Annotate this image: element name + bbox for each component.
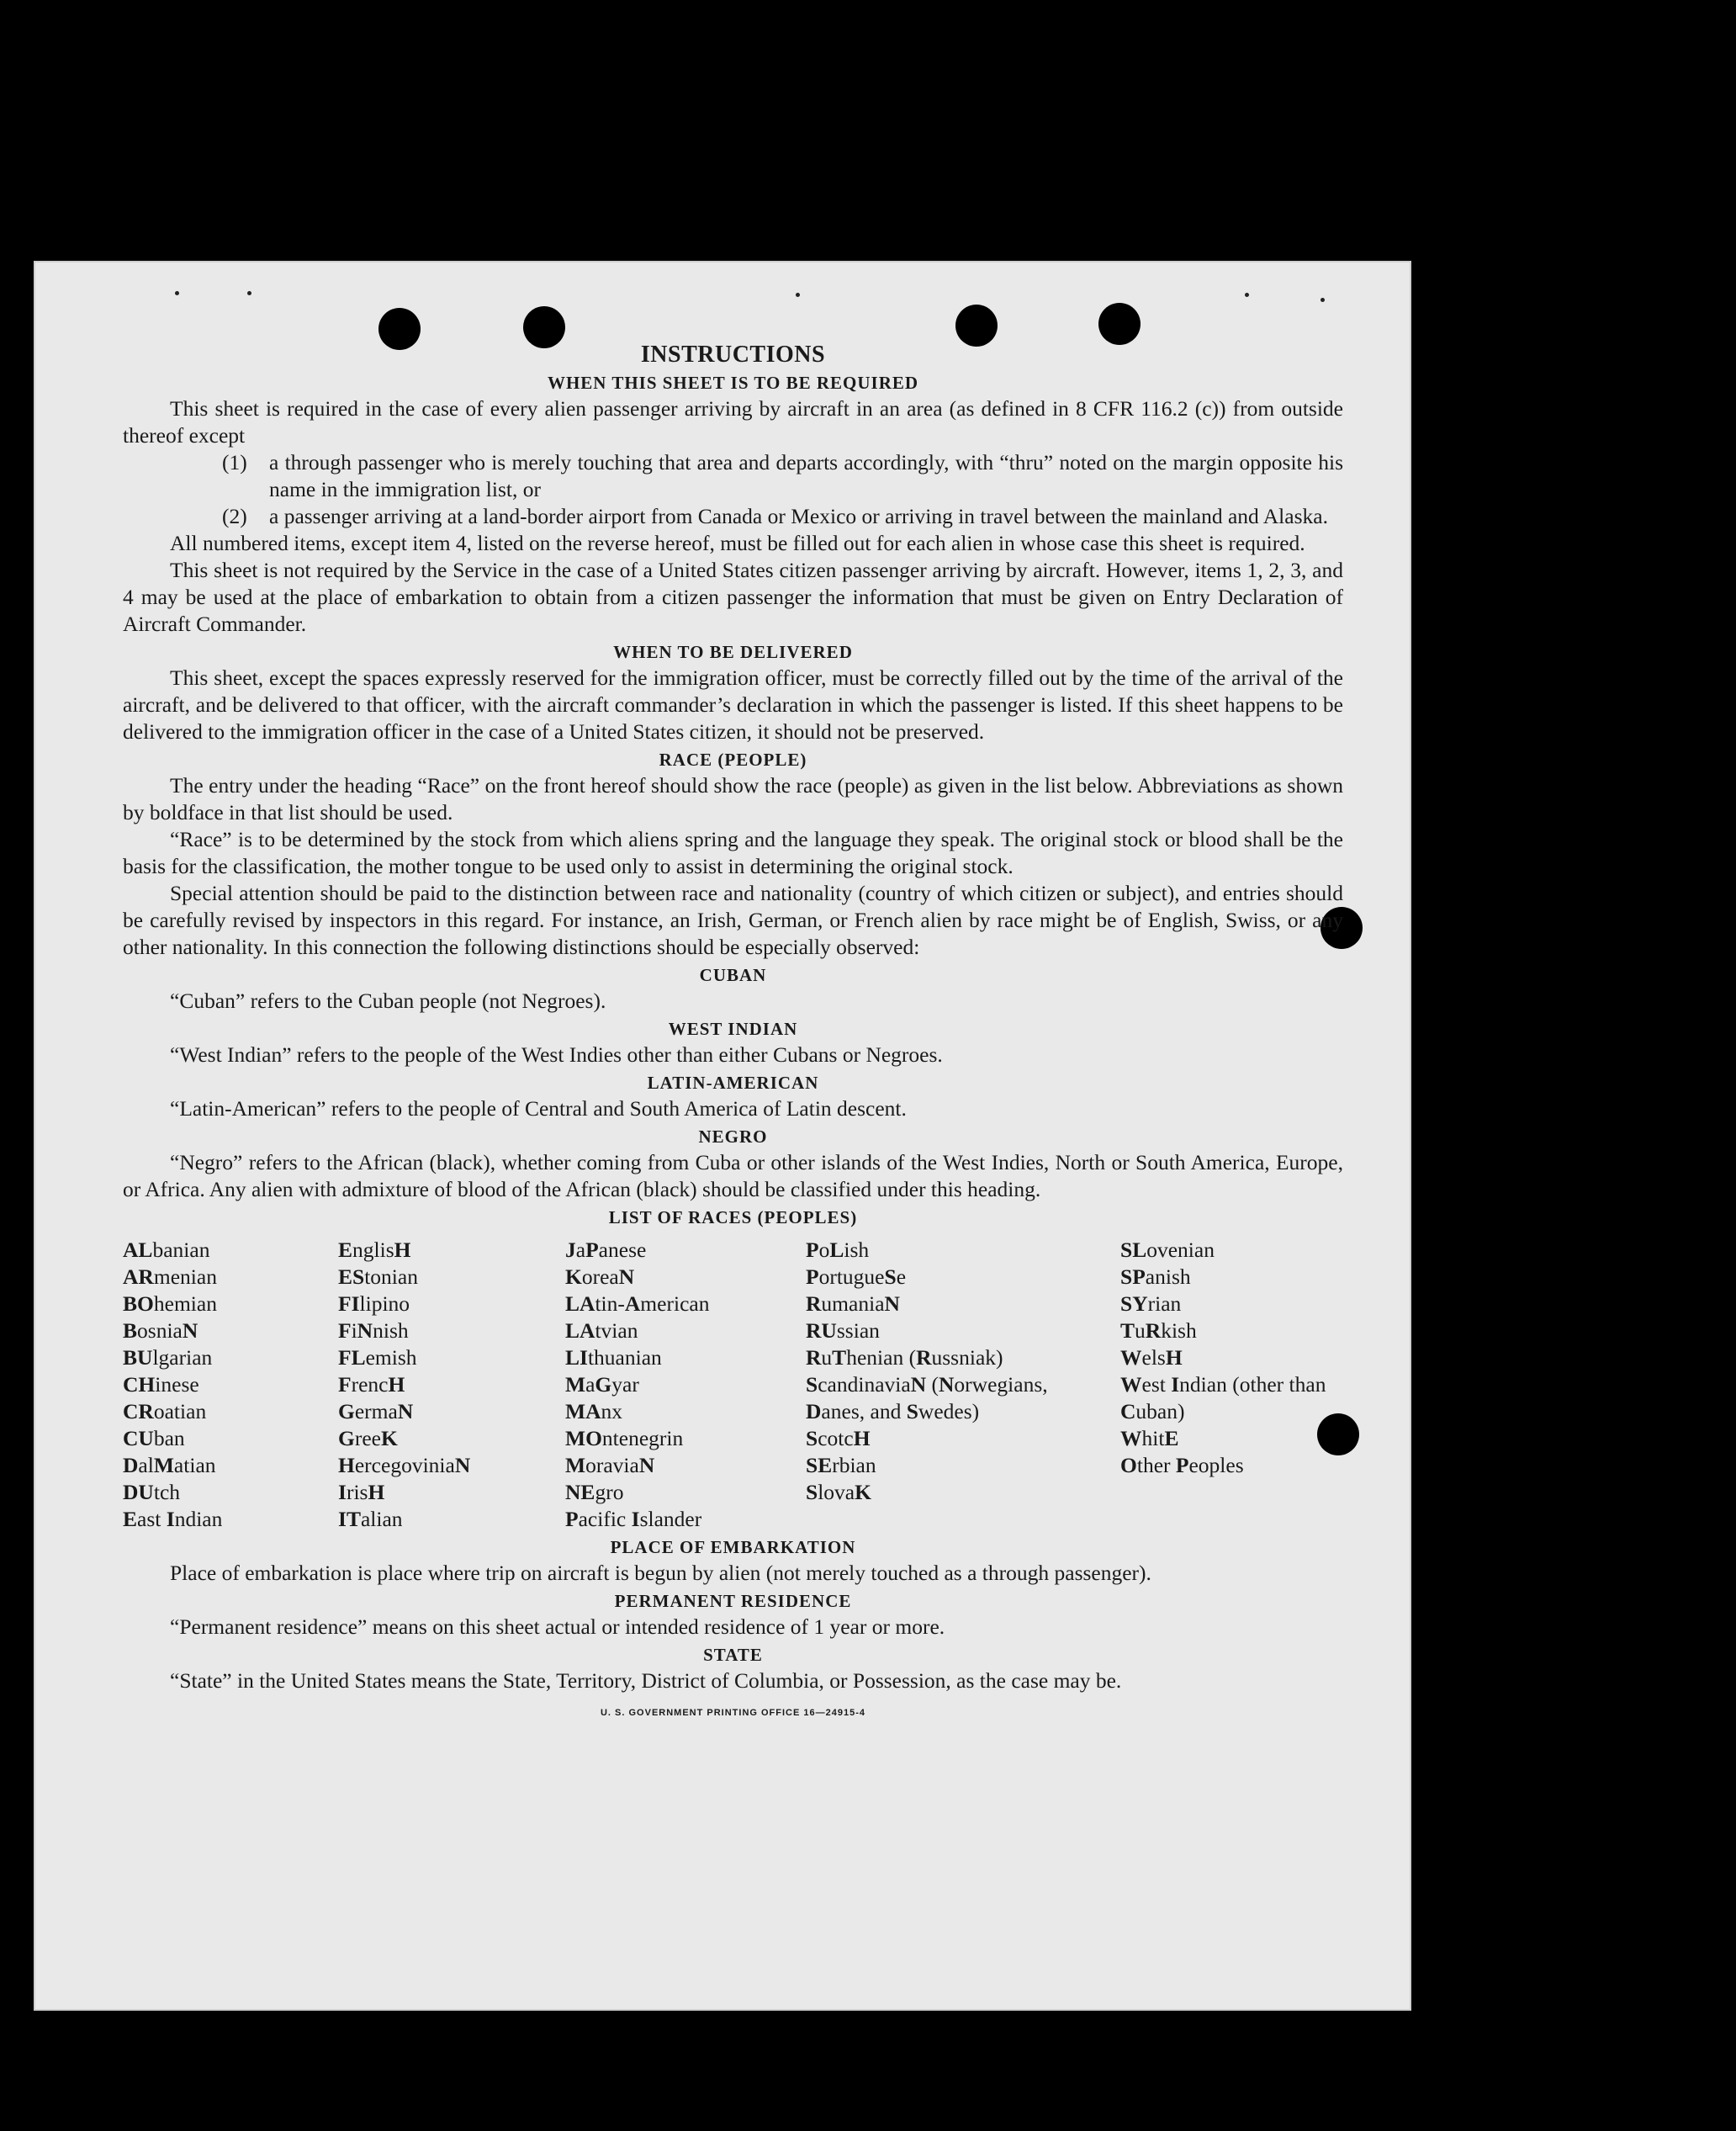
paragraph: “Latin-American” refers to the people of Central and South America of Latin descent. <box>170 1096 907 1121</box>
section-heading: CUBAN <box>699 965 767 985</box>
item-number: (2) <box>222 504 247 528</box>
paragraph: “Permanent residence” means on this sheet actual or intended residence of 1 year or more. <box>170 1614 945 1639</box>
race-item: DalMatian <box>123 1453 216 1477</box>
punch-hole <box>955 305 998 347</box>
section-heading: WHEN TO BE DELIVERED <box>613 642 853 662</box>
section-heading: WEST INDIAN <box>668 1019 798 1039</box>
race-item: ITalian <box>338 1507 403 1531</box>
race-item: BUlgarian <box>123 1345 213 1370</box>
race-column <box>565 1237 806 1533</box>
race-item: HercegoviniaN <box>338 1453 471 1477</box>
speck <box>175 291 179 295</box>
race-item: SlovaK <box>806 1480 871 1504</box>
paragraph: The entry under the heading “Race” on the front hereof should show the race (people) as given in the list below. Abbreviations as shown by boldface in that list should be used. <box>123 773 1343 824</box>
race-column <box>806 1237 1120 1533</box>
race-item: MaGyar <box>565 1372 639 1397</box>
list-item <box>222 503 1343 530</box>
list-item <box>222 449 1343 503</box>
race-item: DUtch <box>123 1480 181 1504</box>
race-item: CUban <box>123 1426 185 1450</box>
race-item: ALbanian <box>123 1238 210 1262</box>
race-item: FiNnish <box>338 1318 409 1343</box>
race-item: GermaN <box>338 1399 414 1423</box>
race-item: LIthuanian <box>565 1345 662 1370</box>
race-item: CRoatian <box>123 1399 207 1423</box>
race-item: PortugueSe <box>806 1264 907 1289</box>
race-item: East Indian <box>123 1507 223 1531</box>
race-item: SErbian <box>806 1453 876 1477</box>
race-item: Pacific Islander <box>565 1507 702 1531</box>
paragraph: Place of embarkation is place where trip on aircraft is begun by alien (not merely touched as a through passenger). <box>170 1561 1151 1585</box>
document-sheet <box>34 261 1411 2011</box>
race-item: GreeK <box>338 1426 398 1450</box>
race-item: PoLish <box>806 1238 870 1262</box>
race-item: WhitE <box>1120 1426 1179 1450</box>
race-item: RUssian <box>806 1318 880 1343</box>
speck <box>1321 298 1325 302</box>
race-item: EnglisH <box>338 1238 411 1262</box>
printing-office-footer: U. S. GOVERNMENT PRINTING OFFICE 16—24915-4 <box>600 1708 865 1718</box>
speck <box>796 293 800 297</box>
race-item: EStonian <box>338 1264 418 1289</box>
race-list <box>123 1237 1343 1533</box>
speck <box>1245 293 1249 297</box>
race-column <box>1120 1237 1339 1533</box>
instructions-content <box>123 342 1343 1726</box>
race-item: NEgro <box>565 1480 624 1504</box>
race-item: WelsH <box>1120 1345 1183 1370</box>
race-item: MOntenegrin <box>565 1426 684 1450</box>
section-heading: NEGRO <box>698 1126 768 1147</box>
race-item: ScandinaviaN (Norwegians, Danes, and Swedes) <box>806 1372 1048 1423</box>
paragraph: Special attention should be paid to the distinction between race and nationality (country of which citizen or subject), and entries should be carefully revised by inspectors in this regard. For instance, an Irish, German, or French alien by race might be of English, Swiss, or any other nationality. In this connection the following distinctions should be especially observed: <box>123 881 1343 959</box>
section-heading: PERMANENT RESIDENCE <box>614 1591 852 1611</box>
race-item: LAtvian <box>565 1318 638 1343</box>
race-item: CHinese <box>123 1372 199 1397</box>
race-item: ARmenian <box>123 1264 217 1289</box>
race-item: SPanish <box>1120 1264 1191 1289</box>
race-item: West Indian (other than Cuban) <box>1120 1372 1326 1423</box>
race-item: MAnx <box>565 1399 622 1423</box>
item-text: a passenger arriving at a land-border airport from Canada or Mexico or arriving in travel between the mainland and Alaska. <box>269 504 1328 528</box>
item-number: (1) <box>222 450 247 474</box>
race-item: SLovenian <box>1120 1238 1215 1262</box>
speck <box>247 291 251 295</box>
race-column <box>338 1237 565 1533</box>
race-item: RuThenian (Russniak) <box>806 1345 1003 1370</box>
section-heading: LATIN-AMERICAN <box>647 1073 819 1093</box>
paragraph: This sheet, except the spaces expressly reserved for the immigration officer, must be correctly filled out by the time of the arrival of the aircraft, and be delivered to that officer, with the aircraft commander’s declaration in which the passenger is listed. If this sheet happens to be delivered to the immigration officer in the case of a United States citizen, it should not be preserved. <box>123 665 1343 744</box>
race-item: LAtin-American <box>565 1291 710 1316</box>
race-item: JaPanese <box>565 1238 647 1262</box>
race-item: FrencH <box>338 1372 405 1397</box>
race-item: RumaniaN <box>806 1291 900 1316</box>
section-heading: PLACE OF EMBARKATION <box>610 1537 856 1557</box>
race-item: BosniaN <box>123 1318 198 1343</box>
race-item: FLemish <box>338 1345 417 1370</box>
race-item: IrisH <box>338 1480 385 1504</box>
race-column <box>123 1237 338 1533</box>
race-item: ScotcH <box>806 1426 871 1450</box>
paragraph: “State” in the United States means the State, Territory, District of Columbia, or Possession, as the case may be. <box>170 1668 1122 1693</box>
section-heading: STATE <box>703 1645 763 1665</box>
race-item: FIlipino <box>338 1291 410 1316</box>
item-text: a through passenger who is merely touching that area and departs accordingly, with “thru” noted on the margin opposite his name in the immigration list, or <box>269 450 1343 501</box>
paragraph: This sheet is not required by the Service in the case of a United States citizen passenger arriving by aircraft. However, items 1, 2, 3, and 4 may be used at the place of embarkation to obtain from a citizen passenger the information that must be given on Entry Declaration of Aircraft Commander. <box>123 558 1343 636</box>
section-heading: RACE (PEOPLE) <box>659 750 807 770</box>
paragraph: “Race” is to be determined by the stock from which aliens spring and the language they speak. The original stock or blood shall be the basis for the classification, the mother tongue to be used only to assist in determining the original stock. <box>123 827 1343 878</box>
page-title: INSTRUCTIONS <box>640 342 826 368</box>
paragraph: “Cuban” refers to the Cuban people (not Negroes). <box>170 989 606 1013</box>
section-heading: LIST OF RACES (PEOPLES) <box>608 1207 858 1227</box>
paragraph: All numbered items, except item 4, listed on the reverse hereof, must be filled out for each alien in whose case this sheet is required. <box>170 531 1305 555</box>
race-item: SYrian <box>1120 1291 1182 1316</box>
paragraph: This sheet is required in the case of every alien passenger arriving by aircraft in an area (as defined in 8 CFR 116.2 (c)) from outside thereof except <box>123 396 1343 448</box>
race-item: MoraviaN <box>565 1453 655 1477</box>
race-item: BOhemian <box>123 1291 217 1316</box>
section-heading: WHEN THIS SHEET IS TO BE REQUIRED <box>547 373 919 393</box>
race-item: TuRkish <box>1120 1318 1197 1343</box>
paragraph: “West Indian” refers to the people of the West Indies other than either Cubans or Negroes. <box>170 1042 943 1067</box>
paragraph: “Negro” refers to the African (black), whether coming from Cuba or other islands of the West Indies, North or South America, Europe, or Africa. Any alien with admixture of blood of the African (black) should be classified under this heading. <box>123 1150 1343 1201</box>
race-item: KoreaN <box>565 1264 635 1289</box>
race-item: Other Peoples <box>1120 1453 1244 1477</box>
punch-hole <box>1098 303 1141 345</box>
